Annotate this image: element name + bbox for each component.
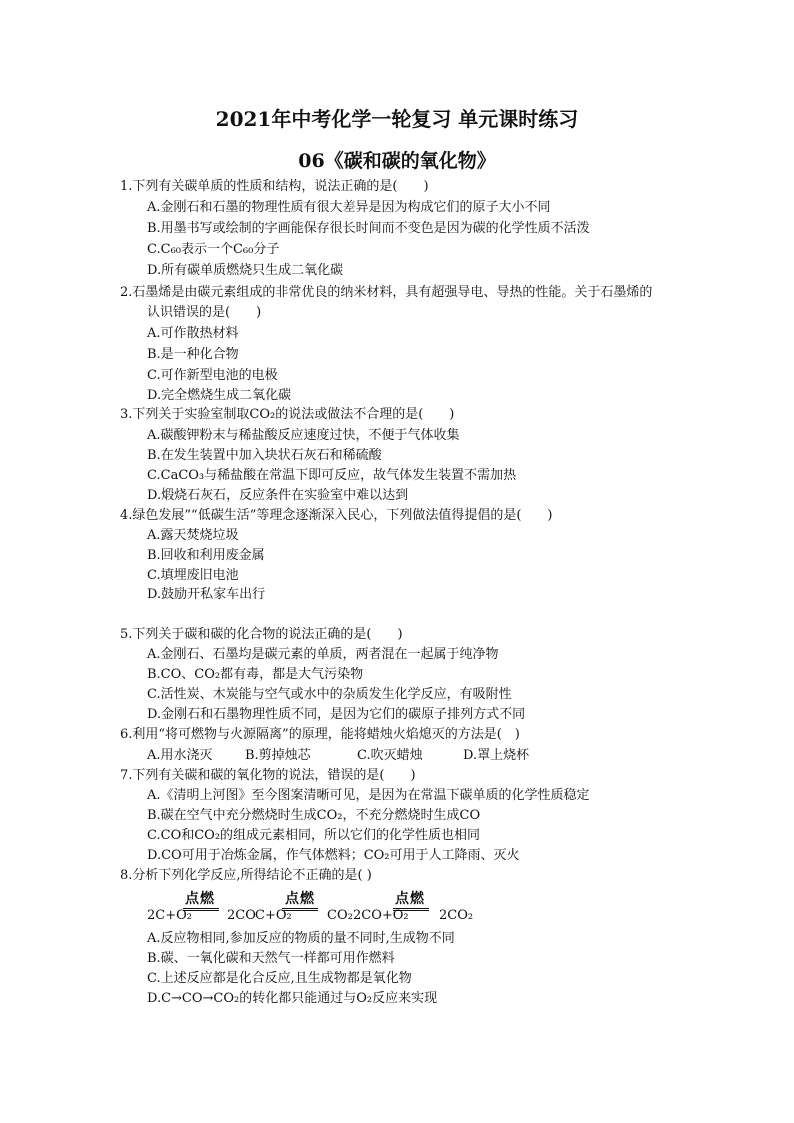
question-1-option-a: A.金刚石和石墨的物理性质有很大差异是因为构成它们的原子大小不同 — [147, 200, 551, 215]
question-5-option-b: B.CO、CO₂都有毒，都是大气污染物 — [147, 667, 364, 682]
question-8-option-b: B.碳、一氧化碳和天然气一样都可用作燃料 — [147, 951, 395, 966]
question-7-option-b: B.碳在空气中充分燃烧时生成CO₂，不充分燃烧时生成CO — [147, 808, 481, 823]
question-6-option-c: C.吹灭蜡烛 — [357, 748, 423, 763]
question-2-option-a: A.可作散热材料 — [147, 326, 239, 341]
question-1-option-d: D.所有碳单质燃烧只生成二氧化碳 — [147, 263, 344, 278]
eq1-right: 2CO — [227, 908, 256, 923]
question-3-option-c: C.CaCO₃与稀盐酸在常温下即可反应，故气体发生装置不需加热 — [147, 468, 517, 483]
eq3-arrow — [393, 908, 429, 911]
question-8-option-c: C.上述反应都是化合反应,且生成物都是氧化物 — [147, 971, 412, 986]
question-5-option-c: C.活性炭、木炭能与空气或水中的杂质发生化学反应，有吸附性 — [147, 687, 512, 702]
eq2-right: CO₂ — [327, 908, 353, 923]
eq1-left: 2C+O₂ — [147, 908, 192, 923]
eq3-right: 2CO₂ — [439, 908, 474, 923]
page-subtitle: 06《碳和碳的氧化物》 — [298, 150, 496, 172]
question-3-option-a: A.碳酸钾粉末与稀盐酸反应速度过快，不便于气体收集 — [147, 428, 460, 443]
eq1-condition: 点燃 — [185, 891, 215, 907]
eq2-condition: 点燃 — [285, 891, 315, 907]
question-2-option-c: C.可作新型电池的电极 — [147, 368, 278, 383]
question-7-option-a: A.《清明上河图》至今图案清晰可见，是因为在常温下碳单质的化学性质稳定 — [147, 788, 590, 803]
question-3-option-b: B.在发生装置中加入块状石灰石和稀硫酸 — [147, 448, 382, 463]
question-1-option-b: B.用墨书写或绘制的字画能保存很长时间而不变色是因为碳的化学性质不活泼 — [147, 221, 590, 236]
question-5-stem: 5.下列关于碳和碳的化合物的说法正确的是( ) — [120, 627, 403, 642]
question-2-option-d: D.完全燃烧生成二氧化碳 — [147, 388, 292, 403]
question-4-option-c: C.填埋废旧电池 — [147, 568, 239, 583]
question-5-option-d: D.金刚石和石墨物理性质不同，是因为它们的碳原子排列方式不同 — [147, 707, 526, 722]
question-7-option-d: D.CO可用于冶炼金属，作气体燃料；CO₂可用于人工降雨、灭火 — [147, 848, 520, 863]
eq3-condition: 点燃 — [395, 891, 425, 907]
question-1-stem: 1.下列有关碳单质的性质和结构，说法正确的是( ) — [120, 179, 429, 194]
question-8-option-d: D.C→CO→CO₂的转化都只能通过与O₂反应来实现 — [147, 991, 438, 1006]
page-title: 2021年中考化学一轮复习 单元课时练习 — [215, 107, 579, 131]
question-3-option-d: D.煅烧石灰石，反应条件在实验室中难以达到 — [147, 488, 409, 503]
question-8-option-a: A.反应物相同,参加反应的物质的量不同时,生成物不同 — [147, 931, 455, 946]
question-2-option-b: B.是一种化合物 — [147, 347, 239, 362]
question-6-option-a: A.用水浇灭 — [147, 748, 213, 763]
question-4-option-d: D.鼓励开私家车出行 — [147, 587, 266, 602]
question-6-option-d: D.罩上烧杯 — [463, 748, 530, 763]
eq2-left: C+O₂ — [255, 908, 292, 923]
eq2-arrow — [282, 908, 318, 911]
eq3-left: 2CO+O₂ — [353, 908, 409, 923]
eq1-arrow — [183, 908, 219, 911]
question-3-stem: 3.下列关于实验室制取CO₂的说法或做法不合理的是( ) — [120, 407, 455, 422]
question-2-stem: 2.石墨烯是由碳元素组成的非常优良的纳米材料，具有超强导电、导热的性能。关于石墨烯的 — [120, 285, 653, 300]
question-6-option-b: B.剪掉烛芯 — [245, 748, 311, 763]
question-4-option-a: A.露天焚烧垃圾 — [147, 528, 239, 543]
question-4-stem: 4.绿色发展”“低碳生活”等理念逐渐深入民心，下列做法值得提倡的是( ) — [120, 508, 553, 523]
question-2-stem-cont: 认识错误的是( ) — [147, 305, 262, 320]
question-8-stem: 8.分析下列化学反应,所得结论不正确的是( ) — [120, 868, 372, 883]
question-7-stem: 7.下列有关碳和碳的氧化物的说法，错误的是( ) — [120, 768, 416, 783]
question-5-option-a: A.金刚石、石墨均是碳元素的单质，两者混在一起属于纯净物 — [147, 647, 499, 662]
question-1-option-c: C.C₆₀表示一个C₆₀分子 — [147, 242, 280, 257]
question-7-option-c: C.CO和CO₂的组成元素相同，所以它们的化学性质也相同 — [147, 828, 481, 843]
question-6-stem: 6.利用“将可燃物与火源隔离”的原理，能将蜡烛火焰熄灭的方法是( ) — [120, 727, 520, 742]
question-4-option-b: B.回收和利用废金属 — [147, 548, 265, 563]
